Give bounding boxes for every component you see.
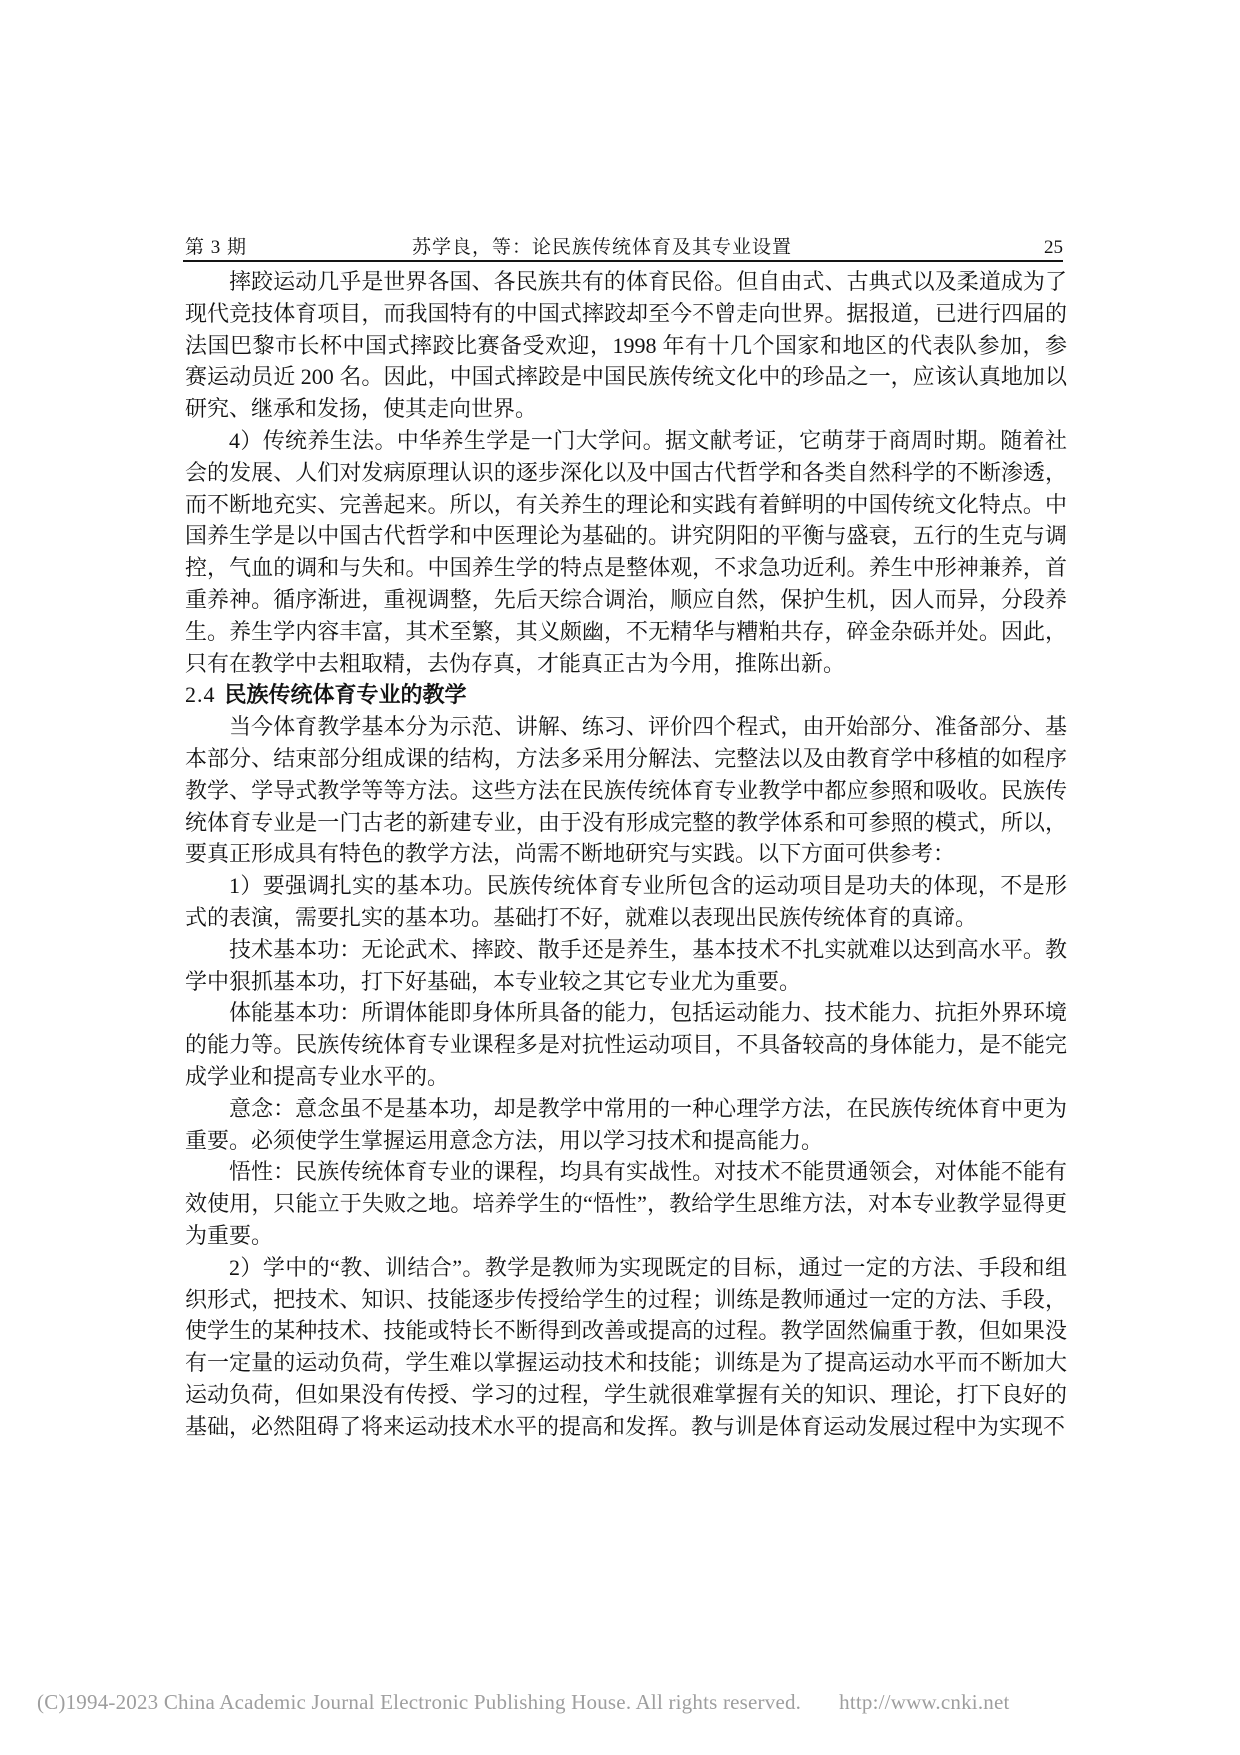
body-paragraph: 悟性：民族传统体育专业的课程，均具有实战性。对技术不能贯通领会，对体能不能有效使用，只能立于失败之地。培养学生的“悟性”，教给学生思维方法，对本专业教学显得更为重要。 [185,1159,1067,1248]
body-paragraph: 2）学中的“教、训结合”。教学是教师为实现既定的目标，通过一定的方法、手段和组织形式，把技术、知识、技能逐步传授给学生的过程；训练是教师通过一定的方法、手段，使学生的某种技术、技能或特长不断得到改善或提高的过程。教学固然偏重于教，但如果没有一定量的运动负荷，学生难以掌握运动技术和技能；训练是为了提高运动水平而不断加大运动负荷，但如果没有传授、学习的过程，学生就很难掌握有关的知识、理论，打下良好的基础，必然阻碍了将来运动技术水平的提高和发挥。教与训是体育运动发展过程中为实现不 [185,1254,1067,1439]
section-number: 2.4 [185,682,216,708]
body-paragraph: 当今体育教学基本分为示范、讲解、练习、评价四个程式，由开始部分、准备部分、基本部分、结束部分组成课的结构，方法多采用分解法、完整法以及由教育学中移植的如程序教学、学导式教学等等方法。这些方法在民族传统体育专业教学中都应参照和吸收。民族传统体育专业是一门古老的新建专业，由于没有形成完整的教学体系和可参照的模式，所以，要真正形成具有特色的教学方法，尚需不断地研究与实践。以下方面可供参考： [185,714,1067,867]
copyright-footer [37,1690,1010,1715]
header-page-number: 25 [1044,237,1063,258]
article-body [185,266,1067,1442]
header-running-title: 苏学良，等：论民族传统体育及其专业设置 [411,237,792,258]
body-paragraph: 摔跤运动几乎是世界各国、各民族共有的体育民俗。但自由式、古典式以及柔道成为了现代竞技体育项目，而我国特有的中国式摔跤却至今不曾走向世界。据报道，已进行四届的法国巴黎市长杯中国式摔跤比赛备受欢迎，1998 年有十几个国家和地区的代表队参加，参赛运动员近 200 名。因此，中国式摔跤是中国民族传统文化中的珍品之一，应该认真地加以研究、继承和发扬，使其走向世界。 [185,269,1067,422]
section-heading [185,679,1067,711]
body-paragraph: 体能基本功：所谓体能即身体所具备的能力，包括运动能力、技术能力、抗拒外界环境的能力等。民族传统体育专业课程多是对抗性运动项目，不具备较高的身体能力，是不能完成学业和提高专业水平的。 [185,1000,1067,1089]
footer-url-link[interactable]: http://www.cnki.net [839,1690,1010,1714]
body-paragraph: 4）传统养生法。中华养生学是一门大学问。据文献考证，它萌芽于商周时期。随着社会的发展、人们对发病原理认识的逐步深化以及中国古代哲学和各类自然科学的不断渗透，而不断地充实、完善起来。所以，有关养生的理论和实践有着鲜明的中国传统文化特点。中国养生学是以中国古代哲学和中医理论为基础的。讲究阴阳的平衡与盛衰，五行的生克与调控，气血的调和与失和。中国养生学的特点是整体观，不求急功近利。养生中形神兼养，首重养神。循序渐进，重视调整，先后天综合调治，顺应自然，保护生机，因人而异，分段养生。养生学内容丰富，其术至繁，其义颇幽，不无精华与糟粕共存，碎金杂砾并处。因此，只有在教学中去粗取精，去伪存真，才能真正古为今用，推陈出新。 [185,427,1067,676]
running-header [185,232,1063,259]
header-rule [183,260,1063,262]
header-issue: 第 3 期 [185,237,248,258]
footer-copyright-text: (C)1994-2023 China Academic Journal Electronic Publishing House. All rights reserved. [37,1690,802,1714]
section-title: 民族传统体育专业的教学 [224,682,467,708]
body-paragraph: 意念：意念虽不是基本功，却是教学中常用的一种心理学方法，在民族传统体育中更为重要。必须使学生掌握运用意念方法，用以学习技术和提高能力。 [185,1095,1067,1153]
body-paragraph: 技术基本功：无论武术、摔跤、散手还是养生，基本技术不扎实就难以达到高水平。教学中狠抓基本功，打下好基础，本专业较之其它专业尤为重要。 [185,936,1067,994]
body-paragraph: 1）要强调扎实的基本功。民族传统体育专业所包含的运动项目是功夫的体现，不是形式的表演，需要扎实的基本功。基础打不好，就难以表现出民族传统体育的真谛。 [185,873,1067,930]
